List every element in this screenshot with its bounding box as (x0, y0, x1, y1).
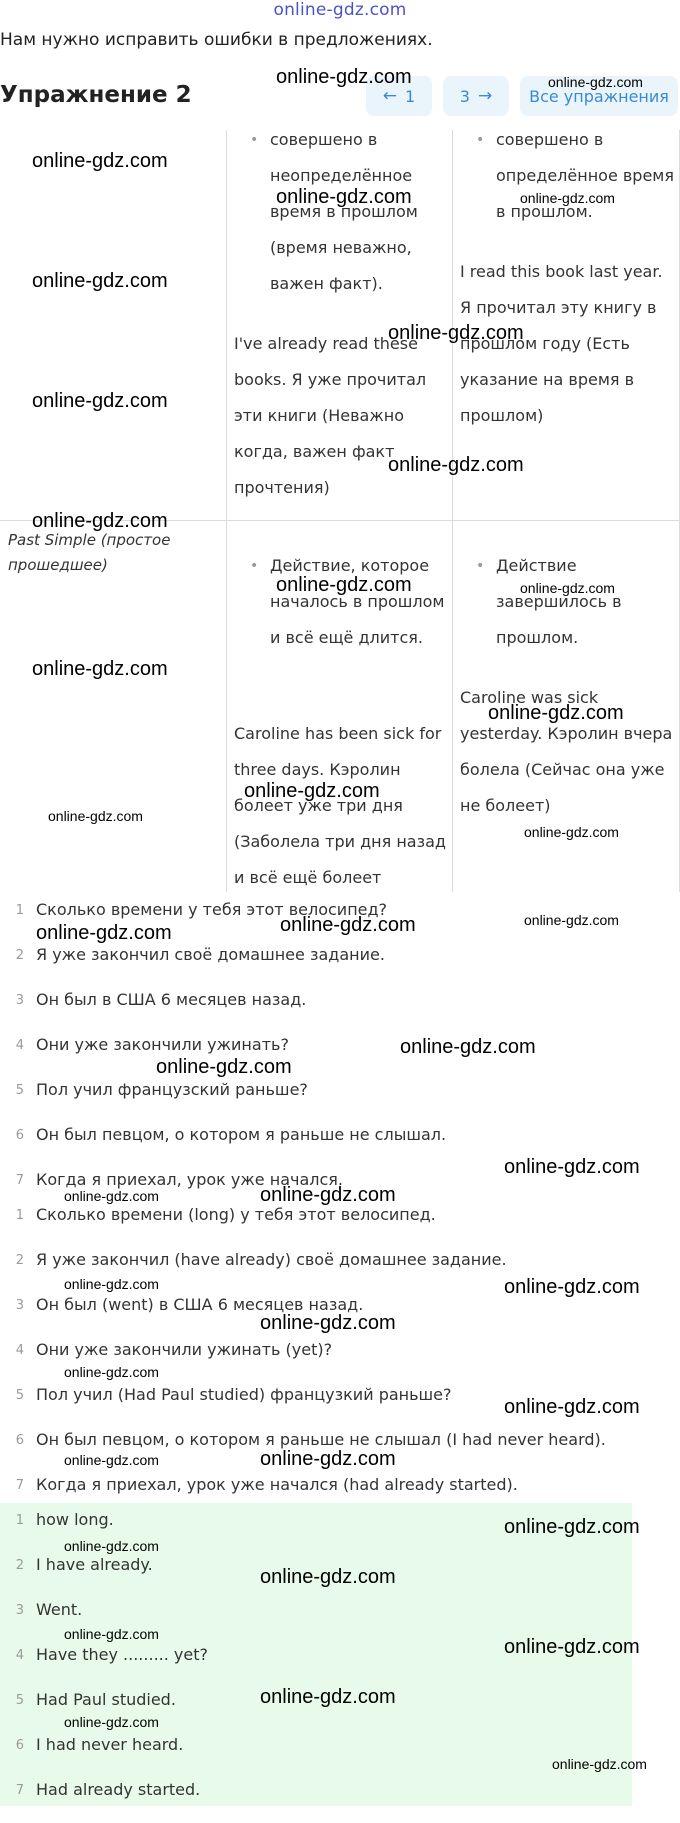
pc-example-text: Caroline has been sick for three days. Кэролин болеет уже три дня (Заболела три дня назад и всё ещё болеет (234, 724, 446, 887)
watermark: online-gdz.com (552, 1756, 647, 1772)
item-number: 4 (15, 1648, 24, 1663)
ps-usage-cell (460, 130, 676, 230)
watermark: online-gdz.com (524, 912, 619, 928)
watermark: online-gdz.com (260, 1686, 396, 1708)
pp-example-text: I've already read these books. Я уже прочитал эти книги (Неважно когда, важен факт прочтения) (234, 334, 427, 497)
item-text: Пол учил (Had Paul studied) французкий раньше? (36, 1385, 452, 1404)
pc-bullet-text: • Действие, которое началось в прошлом и всё ещё длится. (270, 548, 446, 656)
watermark: online-gdz.com (520, 580, 615, 596)
item-text: Я уже закончил своё домашнее задание. (36, 945, 385, 964)
watermark: online-gdz.com (388, 322, 524, 344)
watermark: online-gdz.com (520, 190, 615, 206)
watermark: online-gdz.com (504, 1636, 640, 1658)
item-text: Они уже закончили ужинать (yet)? (36, 1340, 333, 1359)
watermark: online-gdz.com (388, 454, 524, 476)
watermark: online-gdz.com (260, 1312, 396, 1334)
watermark: online-gdz.com (524, 824, 619, 840)
watermark: online-gdz.com (64, 1364, 159, 1380)
item-text: Он был певцом, о котором я раньше не слышал (I had never heard). (36, 1430, 606, 1449)
watermark: online-gdz.com (488, 702, 624, 724)
watermark: online-gdz.com (36, 922, 172, 944)
watermark: online-gdz.com (32, 658, 168, 680)
watermark: online-gdz.com (32, 390, 168, 412)
watermark: online-gdz.com (260, 1448, 396, 1470)
item-text: Have they ......... yet? (36, 1645, 208, 1664)
watermark: online-gdz.com (32, 150, 168, 172)
watermark: online-gdz.com (276, 574, 412, 596)
list-item (0, 1203, 680, 1248)
item-text: Он был в США 6 месяцев назад. (36, 990, 307, 1009)
watermark: online-gdz.com (32, 510, 168, 532)
table-divider (226, 130, 227, 892)
pp-example-cell (234, 326, 446, 506)
item-text: how long. (36, 1510, 114, 1529)
watermark: online-gdz.com (504, 1276, 640, 1298)
watermark: online-gdz.com (276, 66, 412, 88)
ps-example-text: I read this book last year. Я прочитал эту книгу в прошлом году (Есть указание на время в прошлом) (460, 262, 663, 425)
prev-exercise-label: 1 (405, 86, 416, 106)
item-number: 2 (15, 948, 24, 963)
watermark: online-gdz.com (280, 914, 416, 936)
item-text: I had never heard. (36, 1735, 184, 1754)
pc-bullet-cell (234, 548, 446, 656)
past-simple-label: Past Simple (простое прошедшее) (8, 531, 171, 574)
item-number: 2 (15, 1253, 24, 1268)
item-number: 1 (15, 903, 24, 918)
watermark: online-gdz.com (64, 1714, 159, 1730)
list-item (0, 988, 680, 1033)
item-text: Когда я приехал, урок уже начался (had already started). (36, 1475, 518, 1494)
item-number: 3 (15, 1298, 24, 1313)
watermark: online-gdz.com (260, 1184, 396, 1206)
item-text: Сколько времени у тебя этот велосипед? (36, 900, 388, 919)
list-item (0, 1033, 680, 1078)
arrow-right-icon: → (477, 86, 493, 106)
pd-example-text: Caroline was sick yesterday. Кэролин вчера болела (Сейчас она уже не болеет) (460, 688, 673, 815)
watermark: online-gdz.com (64, 1188, 159, 1204)
item-number: 5 (15, 1693, 24, 1708)
watermark: online-gdz.com (32, 270, 168, 292)
item-number: 7 (15, 1478, 24, 1493)
item-number: 3 (15, 1603, 24, 1618)
item-number: 6 (15, 1128, 24, 1143)
watermark: online-gdz.com (48, 808, 143, 824)
item-number: 6 (15, 1433, 24, 1448)
item-text: Он был (went) в США 6 месяцев назад. (36, 1295, 364, 1314)
ps-usage-text: • совершено в определённое время в прошлом. (496, 130, 676, 230)
watermark: online-gdz.com (64, 1538, 159, 1554)
item-number: 4 (15, 1343, 24, 1358)
pd-bullet-text: • Действие завершилось в прошлом. (496, 548, 676, 656)
pp-usage-text: • совершено в неопределённое время в прошлом (время неважно, важен факт). (270, 130, 446, 302)
watermark: online-gdz.com (276, 186, 412, 208)
watermark: online-gdz.com (244, 780, 380, 802)
item-text: Сколько времени (long) у тебя этот велосипед. (36, 1205, 436, 1224)
item-text: Had already started. (36, 1780, 201, 1799)
item-text: I have already. (36, 1555, 153, 1574)
item-number: 4 (15, 1038, 24, 1053)
next-exercise-button[interactable] (443, 76, 509, 116)
item-text: Had Paul studied. (36, 1690, 176, 1709)
pc-example-cell (234, 716, 446, 892)
arrow-left-icon: ← (382, 86, 398, 106)
watermark: online-gdz.com (260, 1566, 396, 1588)
intro-text: Нам нужно исправить ошибки в предложениях. (0, 30, 433, 50)
list-item (0, 1778, 680, 1823)
item-number: 1 (15, 1513, 24, 1528)
next-exercise-label: 3 (459, 86, 470, 106)
watermark: online-gdz.com (64, 1276, 159, 1292)
all-exercises-label: Все упражнения (529, 86, 669, 106)
item-text: Он был певцом, о котором я раньше не слышал. (36, 1125, 447, 1144)
item-number: 2 (15, 1558, 24, 1573)
item-number: 3 (15, 993, 24, 1008)
table-divider (452, 130, 453, 892)
list-item (0, 1078, 680, 1123)
watermark: online-gdz.com (156, 1056, 292, 1078)
pp-usage-cell (234, 130, 446, 302)
watermark: online-gdz.com (400, 1036, 536, 1058)
item-number: 6 (15, 1738, 24, 1753)
item-text: Я уже закончил (have already) своё домашнее задание. (36, 1250, 507, 1269)
watermark: online-gdz.com (64, 1626, 159, 1642)
watermark: online-gdz.com (64, 1452, 159, 1468)
item-number: 7 (15, 1173, 24, 1188)
item-number: 7 (15, 1783, 24, 1798)
item-number: 1 (15, 1208, 24, 1223)
site-logo[interactable]: online-gdz.com (273, 0, 407, 20)
item-number: 5 (15, 1388, 24, 1403)
watermark: online-gdz.com (504, 1516, 640, 1538)
item-text: Went. (36, 1600, 83, 1619)
item-text: Пол учил французский раньше? (36, 1080, 308, 1099)
list-item (0, 943, 680, 988)
exercise-title: Упражнение 2 (0, 82, 192, 108)
item-text: Когда я приехал, урок уже начался. (36, 1170, 343, 1189)
item-number: 5 (15, 1083, 24, 1098)
pd-bullet-cell (460, 548, 676, 656)
watermark: online-gdz.com (504, 1156, 640, 1178)
item-text: Они уже закончили ужинать? (36, 1035, 289, 1054)
watermark: online-gdz.com (504, 1396, 640, 1418)
watermark: online-gdz.com (548, 74, 643, 90)
